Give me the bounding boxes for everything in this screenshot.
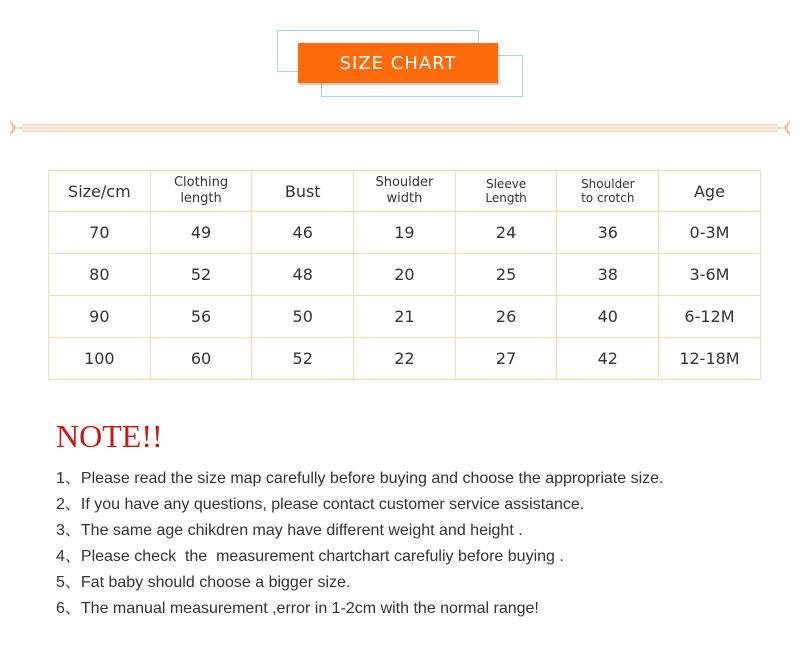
cell-bust: 52 — [252, 338, 354, 380]
cell-bust: 46 — [252, 212, 354, 254]
cell-size: 80 — [49, 254, 151, 296]
cell-clothing-length: 49 — [150, 212, 252, 254]
size-chart-header — [0, 0, 800, 110]
note-item: 1、Please read the size map carefully before buying and choose the appropriate size. — [56, 470, 664, 487]
note-item: 2、If you have any questions, please contact customer service assistance. — [56, 496, 585, 513]
table-row — [49, 254, 761, 296]
cell-bust: 48 — [252, 254, 354, 296]
cell-age: 12-18M — [659, 338, 761, 380]
table-header-row — [49, 171, 761, 212]
header-sleeve-length: Sleeve Length — [455, 171, 557, 212]
note-item: 3、The same age chikdren may have different weight and height . — [56, 522, 523, 539]
cell-sleeve-length: 24 — [455, 212, 557, 254]
header-age: Age — [659, 171, 761, 212]
cell-sleeve-length: 25 — [455, 254, 557, 296]
table-row — [49, 338, 761, 380]
cell-shoulder-width: 22 — [354, 338, 456, 380]
table-row — [49, 296, 761, 338]
cell-shoulder-width: 20 — [354, 254, 456, 296]
cell-clothing-length: 52 — [150, 254, 252, 296]
header-shoulder-width: Shoulder width — [354, 171, 456, 212]
cell-sleeve-length: 27 — [455, 338, 557, 380]
note-title: NOTE!! — [56, 418, 163, 454]
cell-shoulder-to-crotch: 38 — [557, 254, 659, 296]
cell-size: 100 — [49, 338, 151, 380]
cell-clothing-length: 60 — [150, 338, 252, 380]
cell-shoulder-to-crotch: 36 — [557, 212, 659, 254]
note-item: 4、Please check the measurement chartchart carefuliy before buying . — [56, 548, 564, 565]
cell-bust: 50 — [252, 296, 354, 338]
note-item: 6、The manual measurement ,error in 1-2cm with the normal range! — [56, 600, 539, 617]
note-list — [56, 468, 663, 624]
cell-shoulder-to-crotch: 40 — [557, 296, 659, 338]
size-table — [48, 170, 761, 380]
note-item: 5、Fat baby should choose a bigger size. — [56, 574, 351, 591]
table-row — [49, 212, 761, 254]
header-bust: Bust — [252, 171, 354, 212]
header-shoulder-to-crotch: Shoulder to crotch — [557, 171, 659, 212]
cell-sleeve-length: 26 — [455, 296, 557, 338]
leaf-ornament-icon — [8, 118, 792, 138]
cell-age: 6-12M — [659, 296, 761, 338]
cell-age: 3-6M — [659, 254, 761, 296]
cell-shoulder-width: 21 — [354, 296, 456, 338]
size-chart-badge: SIZE CHART — [298, 43, 498, 83]
cell-age: 0-3M — [659, 212, 761, 254]
header-clothing-length: Clothing length — [150, 171, 252, 212]
cell-shoulder-width: 19 — [354, 212, 456, 254]
cell-shoulder-to-crotch: 42 — [557, 338, 659, 380]
cell-size: 70 — [49, 212, 151, 254]
cell-size: 90 — [49, 296, 151, 338]
cell-clothing-length: 56 — [150, 296, 252, 338]
header-size: Size/cm — [49, 171, 151, 212]
